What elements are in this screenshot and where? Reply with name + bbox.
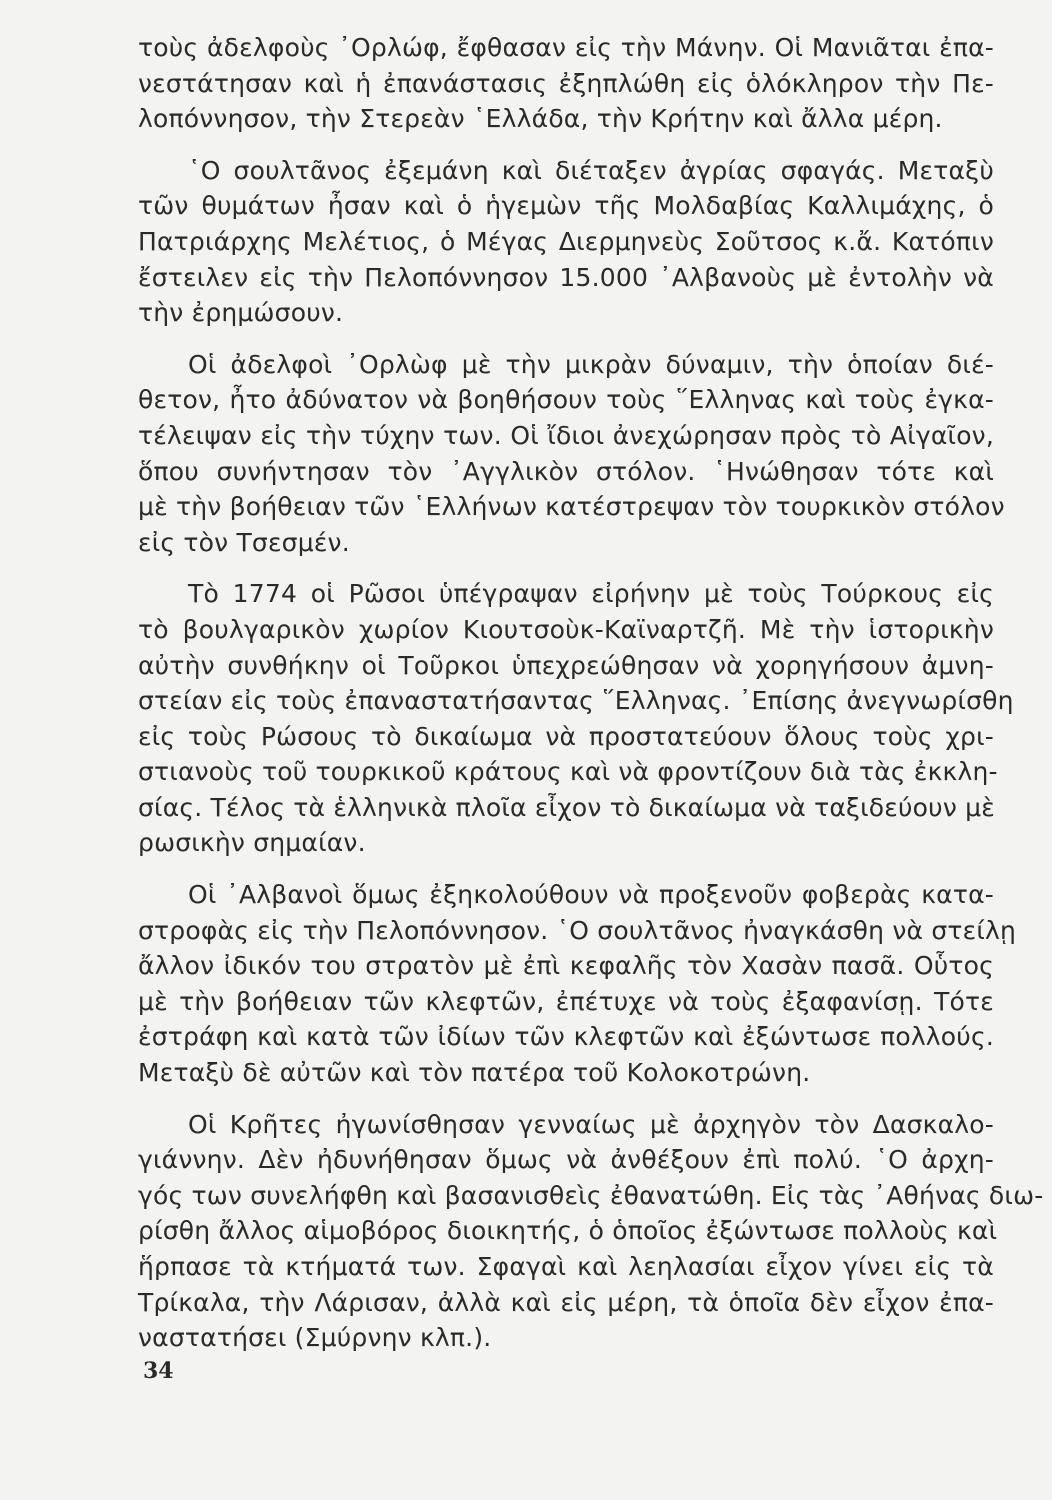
text-line: θετον, ἦτο ἀδύνατον νὰ βοηθήσουν τοὺς ῞Ελληνας καὶ τοὺς ἐγκα- — [138, 385, 994, 415]
text-line: τῶν θυμάτων ἦσαν καὶ ὁ ἡγεμὼν τῆς Μολδαβίας Καλλιμάχης, ὁ — [138, 191, 994, 221]
text-line: στείαν εἰς τοὺς ἐπαναστατήσαντας ῞Ελληνας. ᾿Επίσης ἀνεγνωρίσθη — [138, 686, 1014, 716]
text-line: Τὸ 1774 οἱ Ρῶσοι ὑπέγραψαν εἰρήνην μὲ τοὺς Τούρκους εἰς — [188, 579, 994, 609]
text-line: σίας. Τέλος τὰ ἑλληνικὰ πλοῖα εἶχον τὸ δικαίωμα νὰ ταξιδεύουν μὲ — [138, 792, 995, 822]
body-text — [138, 30, 1044, 1372]
text-line: τοὺς ἀδελφοὺς ᾿Ορλώφ, ἔφθασαν εἰς τὴν Μάνην. Οἱ Μανιᾶται ἐπα- — [138, 33, 994, 62]
text-line: Μεταξὺ δὲ αὐτῶν καὶ τὸν πατέρα τοῦ Κολοκοτρώνη. — [138, 1058, 811, 1088]
paragraph-5 — [138, 877, 1017, 1091]
text-line: Οἱ ᾿Αλβανοὶ ὅμως ἐξηκολούθουν νὰ προξενοῦν φοβερὰς κατα- — [188, 880, 994, 910]
text-line: ὅπου συνήντησαν τὸν ᾿Αγγλικὸν στόλον. ῾Ηνώθησαν τότε καὶ — [138, 456, 994, 486]
text-line: Οἱ ἀδελφοὶ ᾿Ορλὼφ μὲ τὴν μικρὰν δύναμιν, τὴν ὁποίαν διέ- — [188, 349, 994, 379]
text-line: στροφὰς εἰς τὴν Πελοπόννησον. ῾Ο σουλτᾶνος ἠναγκάσθη νὰ στείλῃ — [138, 915, 1017, 945]
text-line: γός των συνελήφθη καὶ βασανισθεὶς ἐθανατώθη. Εἰς τὰς ᾿Αθήνας διω- — [138, 1180, 1044, 1210]
paragraph-3 — [138, 347, 1005, 561]
text-line: ναστατήσει (Σμύρνην κλπ.). — [138, 1323, 492, 1353]
text-line: Οἱ Κρῆτες ἠγωνίσθησαν γενναίως μὲ ἀρχηγὸν τὸν Δασκαλο- — [188, 1109, 994, 1139]
text-line: εἰς τὸν Τσεσμέν. — [138, 527, 350, 557]
text-line: Πατριάρχης Μελέτιος, ὁ Μέγας Διερμηνεὺς Σοῦτσος κ.ἄ. Κατόπιν — [138, 226, 994, 256]
text-line: ἄλλον ἰδικόν του στρατὸν μὲ ἐπὶ κεφαλῆς τὸν Χασὰν πασᾶ. Οὗτος — [138, 951, 994, 981]
text-line: Τρίκαλα, τὴν Λάρισαν, ἀλλὰ καὶ εἰς μέρη, τὰ ὁποῖα δὲν εἶχον ἐπα- — [138, 1287, 994, 1317]
paragraph-4 — [138, 576, 1014, 861]
text-line: ρωσικὴν σημαίαν. — [138, 828, 366, 858]
text-line: νεστάτησαν καὶ ἡ ἐπανάστασις ἐξηπλώθη εἰς ὁλόκληρον τὴν Πε- — [138, 68, 994, 98]
paragraph-2 — [138, 153, 994, 331]
page-number: 34 — [143, 1358, 174, 1384]
text-line: ἥρπασε τὰ κτήματά των. Σφαγαὶ καὶ λεηλασίαι εἶχον γίνει εἰς τὰ — [138, 1252, 994, 1281]
text-line: ἐστράφη καὶ κατὰ τῶν ἰδίων τῶν κλεφτῶν καὶ ἐξώντωσε πολλούς. — [138, 1022, 994, 1052]
text-line: μὲ τὴν βοήθειαν τῶν ῾Ελλήνων κατέστρεψαν τὸν τουρκικὸν στόλον — [138, 492, 1005, 522]
text-line: ἔστειλεν εἰς τὴν Πελοπόννησον 15.000 ᾿Αλβανοὺς μὲ ἐντολὴν νὰ — [138, 262, 994, 292]
text-line: μὲ τὴν βοήθειαν τῶν κλεφτῶν, ἐπέτυχε νὰ τοὺς ἐξαφανίσῃ. Τότε — [138, 986, 994, 1016]
text-line: εἰς τοὺς Ρώσους τὸ δικαίωμα νὰ προστατεύουν ὅλους τοὺς χρι- — [138, 721, 994, 751]
text-line: ρίσθη ἄλλος αἱμοβόρος διοικητής, ὁ ὁποῖος ἐξώντωσε πολλοὺς καὶ — [138, 1216, 998, 1246]
text-line: στιανοὺς τοῦ τουρκικοῦ κράτους καὶ νὰ φροντίζουν διὰ τὰς ἐκκλη- — [138, 757, 998, 787]
text-line: τὴν ἐρημώσουν. — [138, 298, 344, 328]
text-line: αὐτὴν συνθήκην οἱ Τοῦρκοι ὑπεχρεώθησαν νὰ χορηγήσουν ἀμνη- — [138, 650, 994, 680]
text-line: τέλειψαν εἰς τὴν τύχην των. Οἱ ἴδιοι ἀνεχώρησαν πρὸς τὸ Αἰγαῖον, — [138, 420, 994, 450]
text-line: λοπόννησον, τὴν Στερεὰν ῾Ελλάδα, τὴν Κρήτην καὶ ἄλλα μέρη. — [138, 104, 943, 134]
text-line: τὸ βουλγαρικὸν χωρίον Κιουτσοὺκ-Καϊναρτζῆ. Μὲ τὴν ἱστορικὴν — [138, 614, 994, 644]
paragraph-1 — [138, 30, 994, 137]
text-line: γιάννην. Δὲν ἠδυνήθησαν ὅμως νὰ ἀνθέξουν ἐπὶ πολύ. ῾Ο ἀρχη- — [138, 1145, 994, 1175]
text-line: ῾Ο σουλτᾶνος ἐξεμάνη καὶ διέταξεν ἀγρίας σφαγάς. Μεταξὺ — [188, 155, 994, 185]
paragraph-6 — [138, 1107, 1044, 1356]
